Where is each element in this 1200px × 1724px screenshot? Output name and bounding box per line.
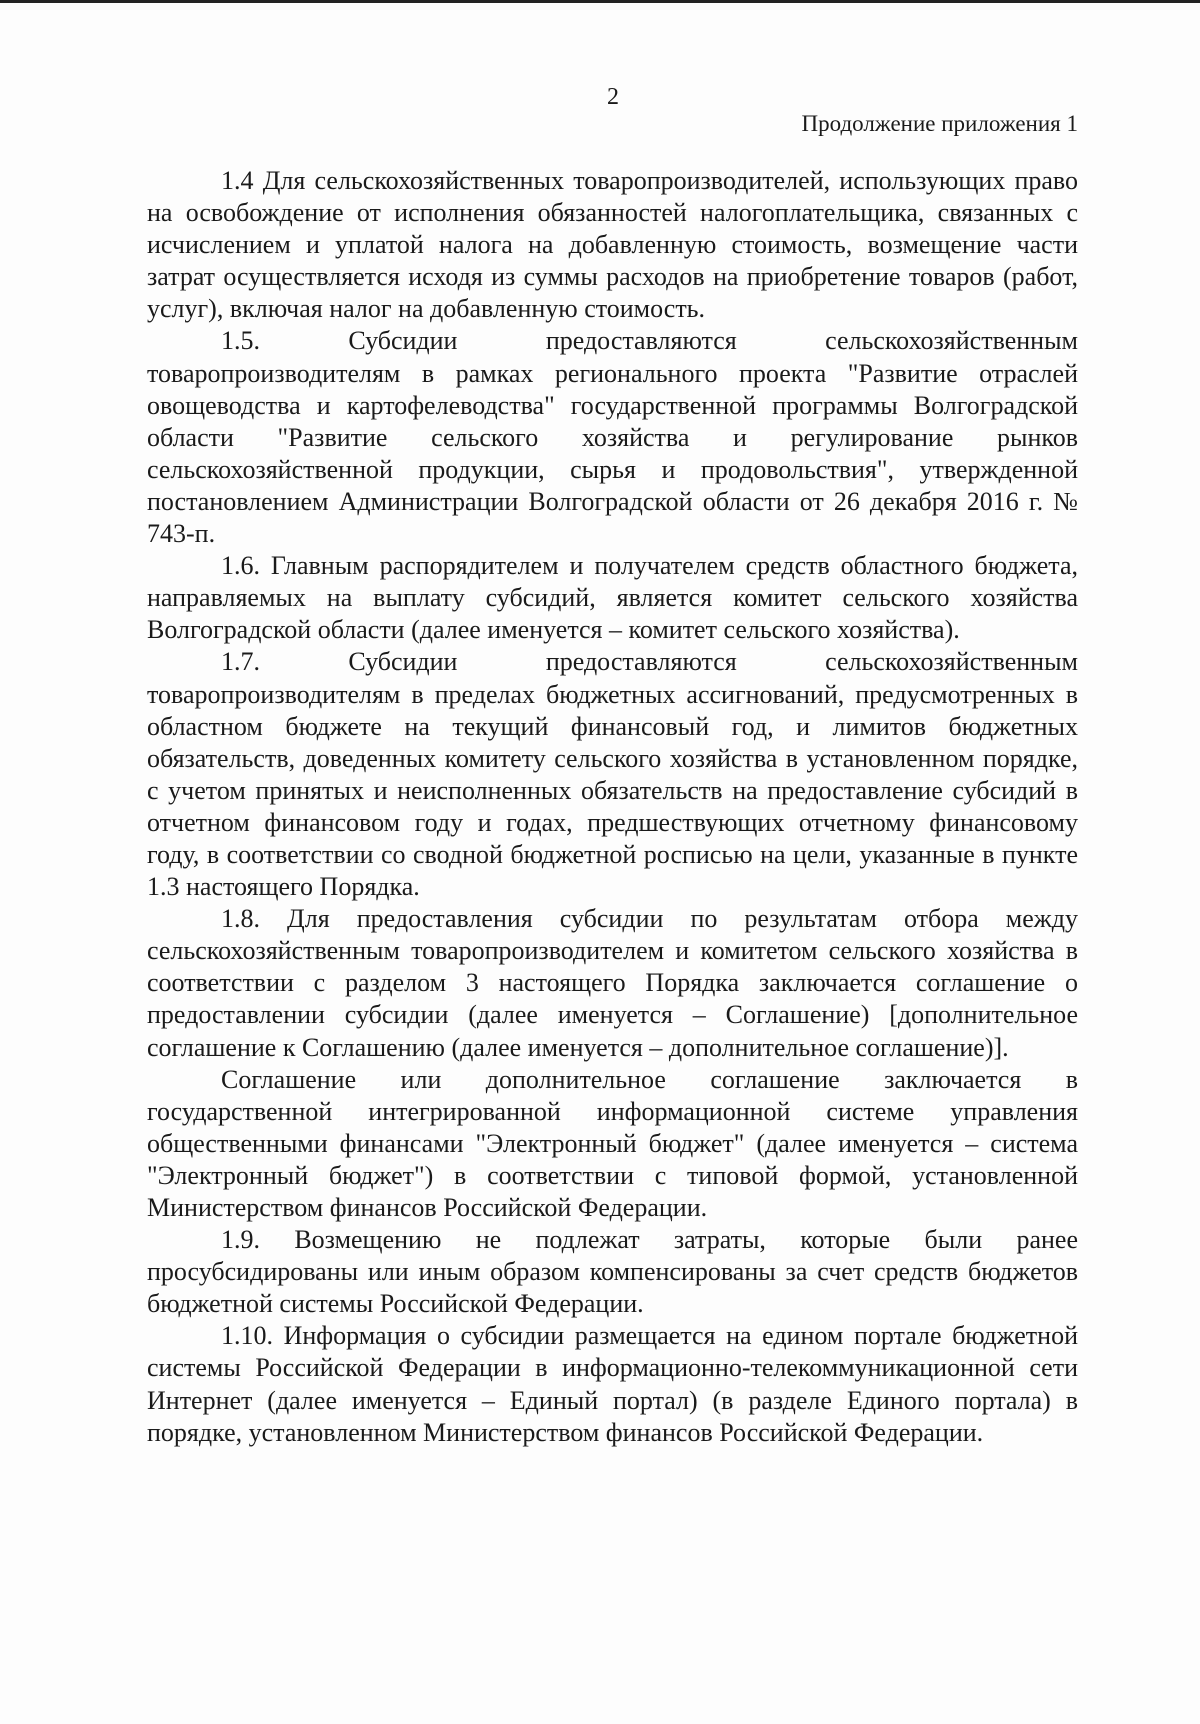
paragraph-1-4: 1.4 Для сельскохозяйственных товаропроизводителей, использующих право на освобождение от исполнения обязанностей налогоплательщика, связанных с исчислением и уплатой налога на добавленную стоимость, возмещение части затрат осуществляется исходя из суммы расходов на приобретение товаров (работ, услуг), включая налог на добавленную стоимость. — [147, 166, 1078, 324]
paragraph-1-6: 1.6. Главным распорядителем и получателем средств областного бюджета, направляемых на выплату субсидий, является комитет сельского хозяйства Волгоградской области (далее именуется – комитет сельского хозяйства). — [147, 551, 1078, 645]
paragraph-1-8: 1.8. Для предоставления субсидии по результатам отбора между сельскохозяйственным товаропроизводителем и комитетом сельского хозяйства в соответствии с разделом 3 настоящего Порядка заключается соглашение о предоставлении субсидии (далее именуется – Соглашение) [дополнительное соглашение к Соглашению (далее именуется – дополнительное соглашение)]. — [147, 904, 1078, 1062]
scan-top-edge — [0, 0, 1200, 3]
paragraph-1-5: 1.5. Субсидии предоставляются сельскохозяйственным товаропроизводителям в рамках регионального проекта "Развитие отраслей овощеводства и картофелеводства" государственной программы Волгоградской области "Развитие сельского хозяйства и регулирование рынков сельскохозяйственной продукции, сырья и продовольствия", утвержденной постановлением Администрации Волгоградской области от 26 декабря 2016 г. № 743-п. — [147, 326, 1078, 549]
paragraph-1-7: 1.7. Субсидии предоставляются сельскохозяйственным товаропроизводителям в пределах бюджетных ассигнований, предусмотренных в областном бюджете на текущий финансовый год, и лимитов бюджетных обязательств, доведенных комитету сельского хозяйства в установленном порядке, с учетом принятых и неисполненных обязательств на предоставление субсидий в отчетном финансовом году и годах, предшествующих отчетному финансовому году, в соответствии со сводной бюджетной росписью на цели, указанные в пункте 1.3 настоящего Порядка. — [147, 647, 1078, 902]
paragraph-1-9: 1.9. Возмещению не подлежат затраты, которые были ранее просубсидированы или иным образом компенсированы за счет средств бюджетов бюджетной системы Российской Федерации. — [147, 1225, 1078, 1319]
page-number: 2 — [607, 84, 619, 110]
paragraph-agreement: Соглашение или дополнительное соглашение заключается в государственной интегрированной информационной системе управления общественными финансами "Электронный бюджет" (далее именуется – система "Электронный бюджет") в соответствии с типовой формой, установленной Министерством финансов Российской Федерации. — [147, 1064, 1078, 1222]
paragraph-1-10: 1.10. Информация о субсидии размещается на едином портале бюджетной системы Российской Федерации в информационно-телекоммуникационной сети Интернет (далее именуется – Единый портал) (в разделе Единого портала) в порядке, установленном Министерством финансов Российской Федерации. — [147, 1321, 1078, 1447]
appendix-continuation-note: Продолжение приложения 1 — [801, 111, 1078, 136]
document-body — [147, 165, 1078, 1449]
